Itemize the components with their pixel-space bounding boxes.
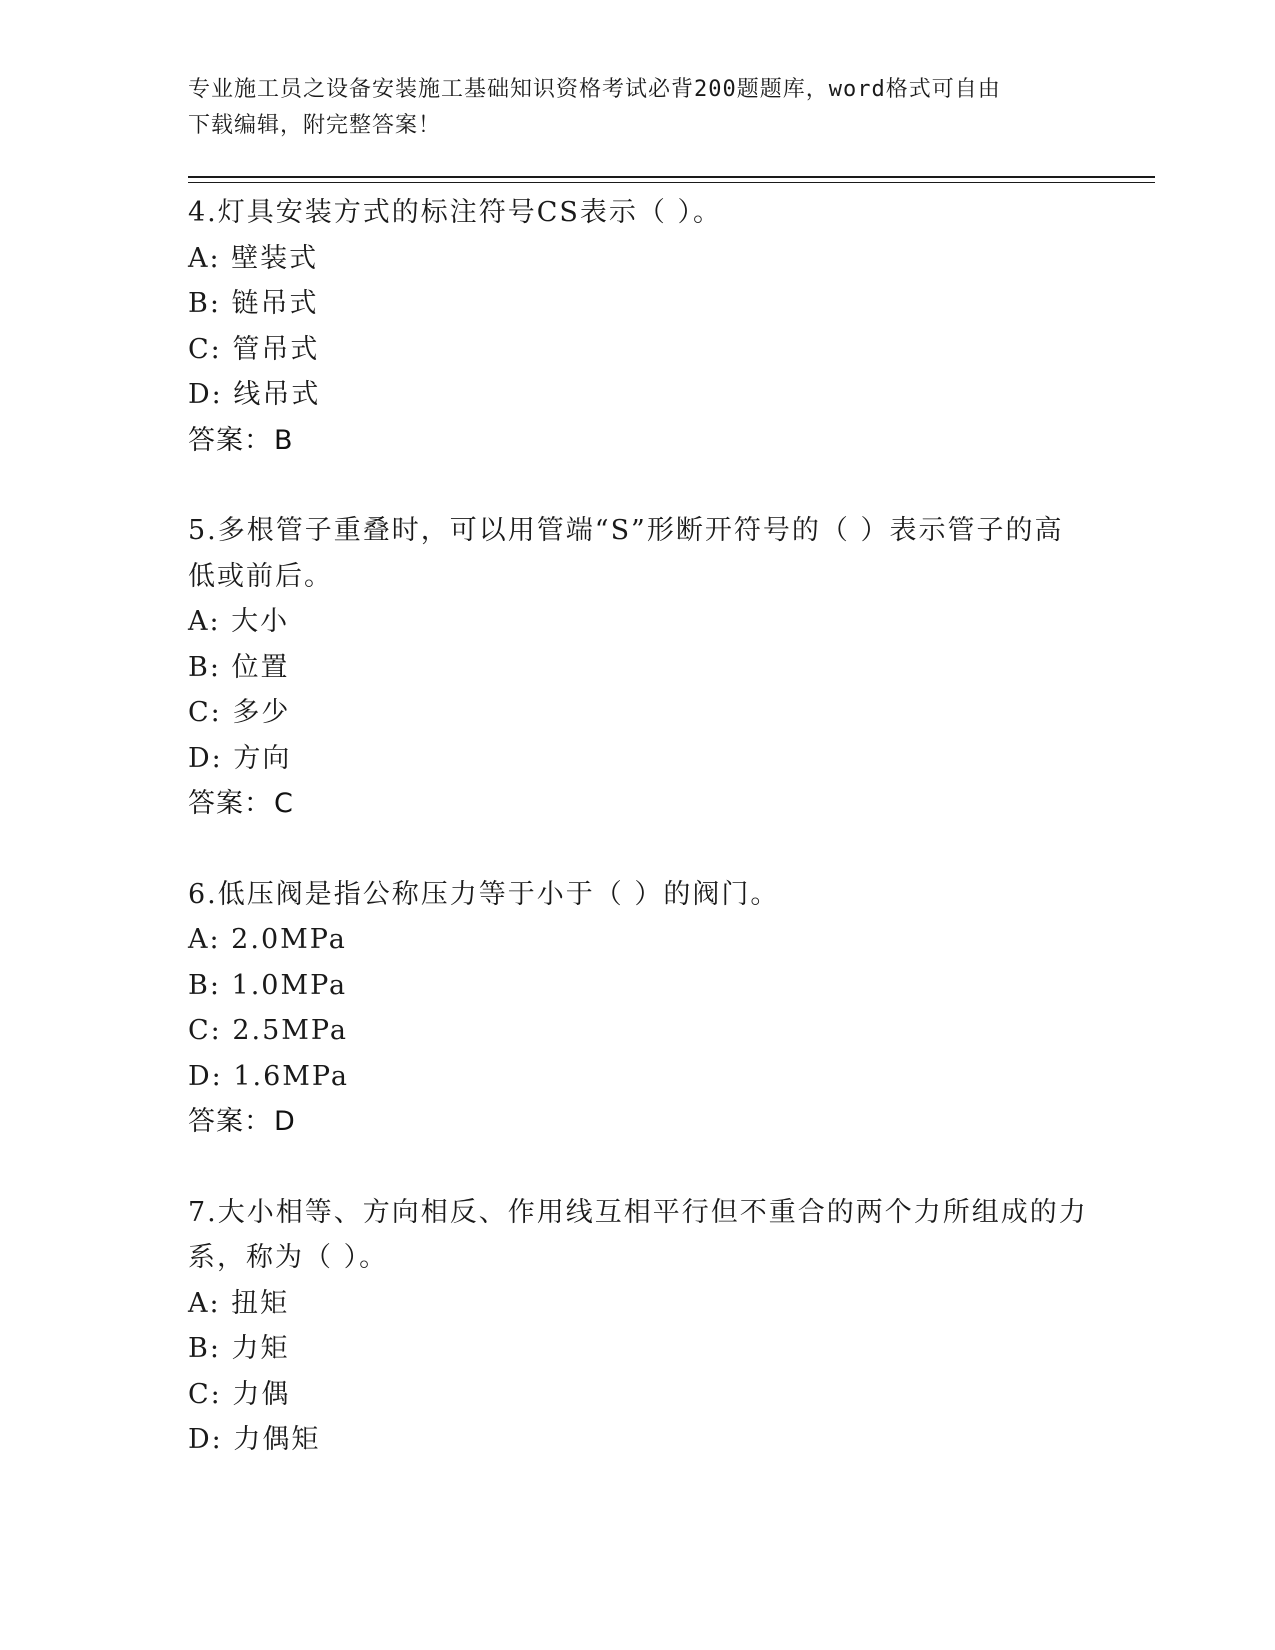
question-6 (188, 872, 1088, 1145)
option-c: C: 力偶 (188, 1378, 291, 1410)
option-d: D: 1.6MPa (188, 1060, 349, 1092)
answer-line (188, 781, 1088, 827)
option-d: D: 线吊式 (188, 379, 321, 410)
option-b: B: 位置 (188, 651, 290, 683)
answer-value: D (274, 1106, 296, 1137)
option-d: D: 方向 (188, 742, 292, 774)
question-5 (188, 508, 1088, 827)
header-line-1: 专业施工员之设备安装施工基础知识资格考试必背200题题库，word格式可自由 (188, 77, 1001, 102)
option-d: D: 力偶矩 (188, 1424, 321, 1455)
question-text: 7.大小相等、方向相反、作用线互相平行但不重合的两个力所组成的力系，称为（ ）。 (188, 1196, 1088, 1273)
question-text: 4.灯具安装方式的标注符号CS表示（ ）。 (188, 197, 722, 228)
option-b: B: 链吊式 (188, 288, 319, 319)
answer-label: 答案： (188, 1106, 272, 1137)
option-c: C: 2.5MPa (188, 1015, 348, 1046)
option-c: C: 管吊式 (188, 333, 320, 365)
answer-label: 答案： (188, 424, 272, 456)
header-line-2: 下载编辑，附完整答案！ (188, 113, 442, 138)
answer-value: C (274, 788, 294, 819)
question-text: 6.低压阀是指公称压力等于小于（ ）的阀门。 (188, 878, 780, 910)
question-7 (188, 1190, 1088, 1463)
option-a: A: 壁装式 (188, 242, 319, 274)
option-b: B: 力矩 (188, 1333, 290, 1364)
question-list (188, 190, 1088, 1508)
answer-value: B (274, 424, 294, 456)
answer-line (188, 1099, 1088, 1145)
option-b: B: 1.0MPa (188, 969, 348, 1001)
header-divider-thick (188, 176, 1155, 178)
answer-label: 答案： (188, 788, 272, 819)
option-a: A: 2.0MPa (188, 924, 347, 955)
answer-line (188, 418, 1088, 464)
question-4 (188, 190, 1088, 463)
header-divider-thin (188, 182, 1155, 183)
option-a: A: 大小 (188, 606, 290, 637)
option-c: C: 多少 (188, 697, 291, 728)
option-a: A: 扭矩 (188, 1287, 290, 1319)
question-text: 5.多根管子重叠时，可以用管端“S”形断开符号的（ ）表示管子的高低或前后。 (188, 515, 1064, 592)
document-header (188, 72, 1088, 144)
